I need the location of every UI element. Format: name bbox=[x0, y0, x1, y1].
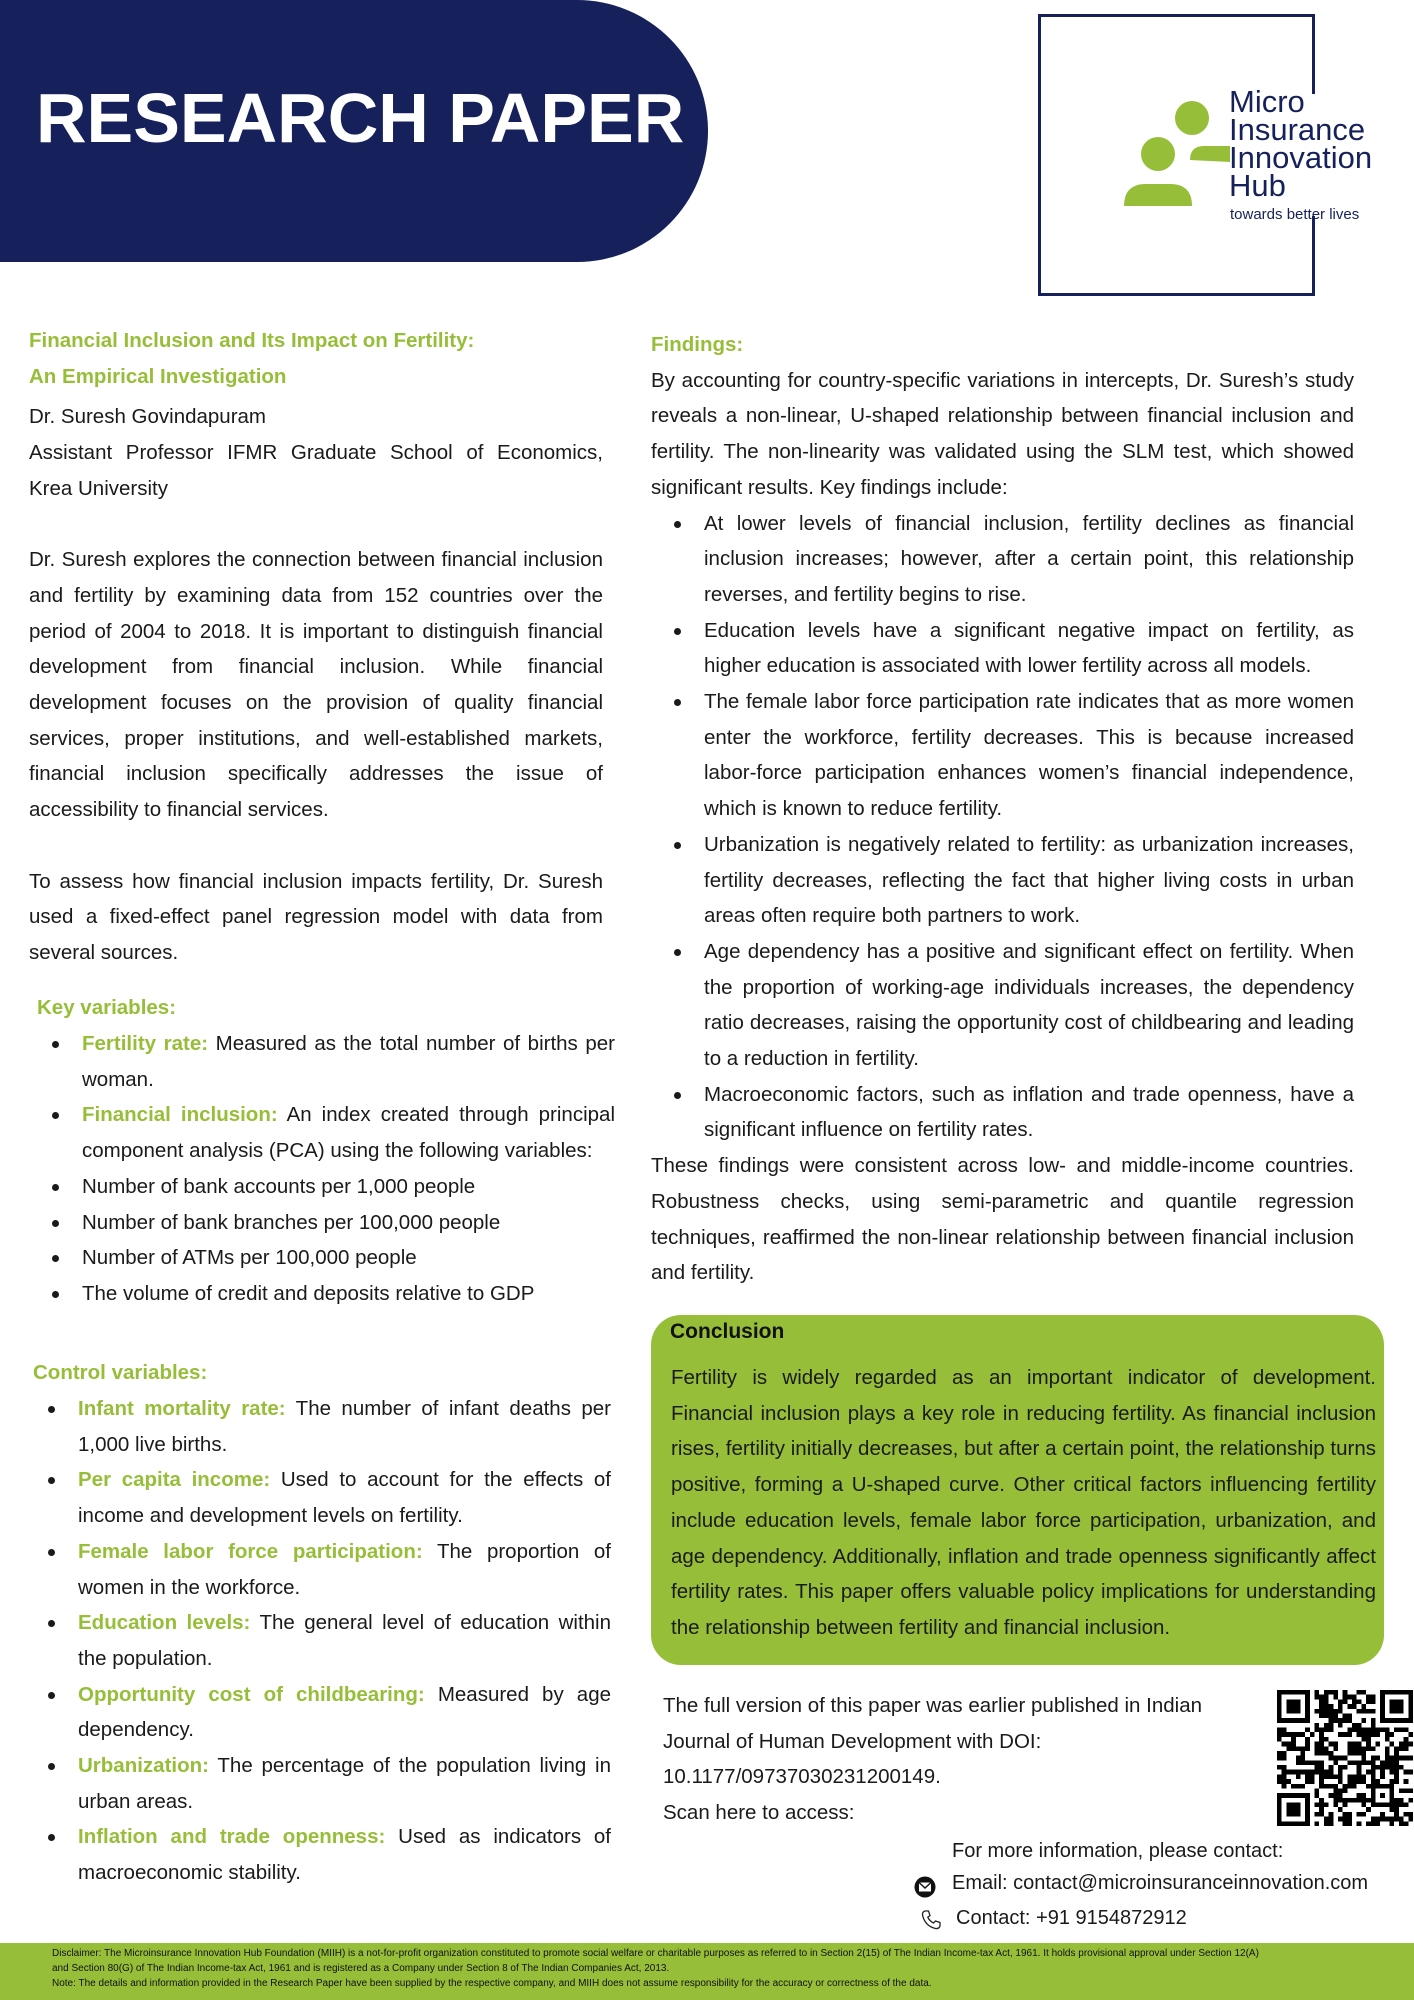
paper-title-line-2: An Empirical Investigation bbox=[29, 364, 287, 388]
list-item-label: Infant mortality rate: bbox=[78, 1397, 286, 1420]
list-item-label: Inflation and trade openness: bbox=[78, 1825, 386, 1849]
list-item-text: The proportion of women in the workforce. bbox=[78, 1539, 611, 1599]
findings-section bbox=[651, 327, 1354, 1291]
method-paragraph: To assess how financial inclusion impacts fertility, Dr. Suresh used a fixed-effect panel regression model with data from several sources. bbox=[29, 869, 603, 964]
full-version-note bbox=[663, 1688, 1273, 1831]
list-item bbox=[25, 1462, 611, 1533]
list-item bbox=[25, 1819, 611, 1890]
intro-paragraph: Dr. Suresh explores the connection between financial inclusion and fertility by examining data from 152 countries over the period of 2004 to 2018. It is important to distinguish financial development from financial inclusion. While financial development focuses on the provision of quality financial services, proper institutions, and well-established markets, financial inclusion specifically addresses the issue of accessibility to financial services. bbox=[29, 548, 603, 822]
list-item bbox=[25, 1391, 611, 1462]
findings-list bbox=[651, 506, 1354, 1149]
people-logo-icon bbox=[1120, 98, 1230, 208]
list-item bbox=[29, 1169, 615, 1205]
logo-frame-left bbox=[1038, 14, 1041, 296]
list-item bbox=[651, 506, 1354, 613]
list-item bbox=[651, 1077, 1354, 1148]
key-variables-list bbox=[29, 1026, 615, 1312]
footer-disclaimer bbox=[52, 1946, 1392, 1991]
list-item bbox=[25, 1534, 611, 1605]
list-item-label: Fertility rate: bbox=[82, 1032, 209, 1055]
contact-phone[interactable]: Contact: +91 9154872912 bbox=[956, 1907, 1187, 1929]
list-item-text: Measured as the total number of births per woman. bbox=[82, 1032, 616, 1091]
email-icon bbox=[914, 1876, 936, 1898]
list-item-text: Used to account for the effects of income and development levels on fertility. bbox=[78, 1468, 611, 1528]
disclaimer-line-2: and Section 80(G) of The Indian Income-tax Act, 1961 and is registered as a Company under Section 8 of The Indian Companies Act, 2013. bbox=[52, 1963, 670, 1974]
paper-title-line-1: Financial Inclusion and Its Impact on Fertility: bbox=[29, 329, 475, 352]
list-item bbox=[29, 1205, 615, 1241]
phone-icon bbox=[920, 1909, 942, 1931]
list-item-text: The volume of credit and deposits relative to GDP bbox=[82, 1281, 535, 1305]
logo-line-1: Micro bbox=[1229, 84, 1305, 119]
list-item-label: Opportunity cost of childbearing: bbox=[78, 1682, 425, 1706]
contact-email[interactable]: Email: contact@microinsuranceinnovation.com bbox=[952, 1872, 1369, 1894]
key-variables-list-wrap bbox=[29, 1026, 615, 1312]
author-affiliation: Assistant Professor IFMR Graduate School of Economics, Krea University bbox=[29, 441, 603, 500]
list-item bbox=[651, 934, 1354, 1077]
list-item-label: Female labor force participation: bbox=[78, 1539, 423, 1563]
list-item bbox=[25, 1677, 611, 1748]
list-item bbox=[25, 1605, 611, 1676]
author-name: Dr. Suresh Govindapuram bbox=[29, 405, 267, 429]
logo-frame-right-bottom bbox=[1312, 216, 1315, 296]
list-item bbox=[29, 1276, 615, 1312]
list-item-label: Education levels: bbox=[78, 1611, 251, 1635]
disclaimer-note: Note: The details and information provided in the Research Paper have been supplied by the respective company, and MIIH does not assume responsibility for the accuracy or correctness of the data. bbox=[52, 1978, 932, 1989]
list-item-text: Education levels have a significant negative impact on fertility, as higher education is associated with lower fertility across all models. bbox=[704, 618, 1354, 678]
list-item bbox=[25, 1748, 611, 1819]
list-item bbox=[29, 1240, 615, 1276]
logo-frame-bottom bbox=[1038, 293, 1315, 296]
contact-heading: For more information, please contact: bbox=[952, 1840, 1284, 1862]
list-item-text: Number of bank accounts per 1,000 people bbox=[82, 1174, 476, 1198]
conclusion-text: Fertility is widely regarded as an important indicator of development. Financial inclusion plays a key role in reducing fertility. As financial inclusion rises, fertility initially decreases, but after a certain point, the relationship turns positive, forming a U-shaped curve. Other critical factors influencing fertility include education levels, female labor force participation, urbanization, and age dependency. Additionally, inflation and trade openness significantly affect fertility rates. This paper offers valuable policy implications for understanding the relationship between fertility and financial inclusion. bbox=[671, 1366, 1376, 1639]
logo-tagline: towards better lives bbox=[1230, 206, 1360, 223]
key-variables-heading bbox=[37, 990, 176, 1026]
list-item-text: Macroeconomic factors, such as inflation and trade openness, have a significant influence on fertility rates. bbox=[704, 1082, 1354, 1142]
control-variables-heading bbox=[33, 1355, 207, 1391]
qr-code[interactable] bbox=[1277, 1690, 1413, 1826]
list-item-text: Number of ATMs per 100,000 people bbox=[82, 1246, 417, 1270]
list-item-label: Urbanization: bbox=[78, 1754, 209, 1778]
findings-intro: By accounting for country-specific variations in intercepts, Dr. Suresh’s study reveals a non-linear, U-shaped relationship between financial inclusion and fertility. The non-linearity was validated using the SLM test, which showed significant results. Key findings include: bbox=[651, 368, 1354, 499]
page-title: RESEARCH PAPER bbox=[36, 79, 685, 157]
logo-frame-top bbox=[1038, 14, 1315, 17]
list-item-text: An index created through principal component analysis (PCA) using the following variables: bbox=[82, 1103, 615, 1163]
logo-wordmark bbox=[1229, 84, 1414, 203]
full-version-text: The full version of this paper was earlier published in Indian Journal of Human Development with DOI: 10.1177/09737030231200149. bbox=[663, 1694, 1202, 1789]
list-item-text: Age dependency has a positive and significant effect on fertility. When the proportion of working-age individuals increases, the dependency ratio decreases, raising the opportunity cost of childbearing and leading to a reduction in fertility. bbox=[704, 939, 1354, 1071]
control-variables-list bbox=[25, 1391, 611, 1891]
list-item-text: At lower levels of financial inclusion, fertility declines as financial inclusion increases; however, after a certain point, this relationship reverses, and fertility begins to rise. bbox=[704, 511, 1354, 606]
scan-prompt: Scan here to access: bbox=[663, 1801, 855, 1825]
list-item-text: Number of bank branches per 100,000 people bbox=[82, 1210, 501, 1234]
disclaimer-line-1: Disclaimer: The Microinsurance Innovation Hub Foundation (MIIH) is a not-for-profit organization constituted to promote social welfare or charitable purposes as referred to in Section 2(15) of The Indian Income-tax Act, 1961. It holds provisional approval under Section 12(A) bbox=[52, 1948, 1259, 1959]
logo-line-2: Insurance bbox=[1229, 112, 1366, 147]
list-item-label: Per capita income: bbox=[78, 1468, 271, 1492]
list-item-text: The percentage of the population living in urban areas. bbox=[78, 1754, 611, 1813]
logo-frame-right-top bbox=[1312, 14, 1315, 94]
list-item bbox=[29, 1097, 615, 1168]
control-variables-heading-text: Control variables: bbox=[33, 1361, 208, 1384]
logo-line-4: Hub bbox=[1229, 168, 1286, 203]
control-variables-list-wrap bbox=[25, 1391, 611, 1891]
list-item bbox=[651, 827, 1354, 934]
list-item-label: Financial inclusion: bbox=[82, 1103, 278, 1127]
findings-closing: These findings were consistent across low- and middle-income countries. Robustness checks, using semi-parametric and quantile regression techniques, reaffirmed the non-linear relationship between financial inclusion and fertility. bbox=[651, 1154, 1354, 1285]
list-item-text: The female labor force participation rate indicates that as more women enter the workforce, fertility decreases. This is because increased labor-force participation enhances women’s financial independence, which is known to reduce fertility. bbox=[704, 690, 1354, 821]
list-item-text: Urbanization is negatively related to fertility: as urbanization increases, fertility decreases, reflecting the fact that higher living costs in urban areas often require both partners to work. bbox=[704, 832, 1354, 928]
list-item bbox=[651, 613, 1354, 684]
logo-line-3: Innovation bbox=[1229, 140, 1373, 175]
list-item-text: Used as indicators of macroeconomic stability. bbox=[78, 1825, 611, 1885]
conclusion-heading: Conclusion bbox=[670, 1320, 785, 1343]
list-item bbox=[29, 1026, 615, 1097]
left-column bbox=[29, 323, 603, 971]
list-item bbox=[651, 684, 1354, 827]
findings-heading: Findings: bbox=[651, 333, 744, 356]
key-variables-heading-text: Key variables: bbox=[37, 996, 177, 1019]
list-item-text: Measured by age dependency. bbox=[78, 1682, 611, 1742]
list-item-text: The number of infant deaths per 1,000 live births. bbox=[78, 1397, 612, 1456]
list-item-text: The general level of education within the population. bbox=[78, 1611, 612, 1670]
